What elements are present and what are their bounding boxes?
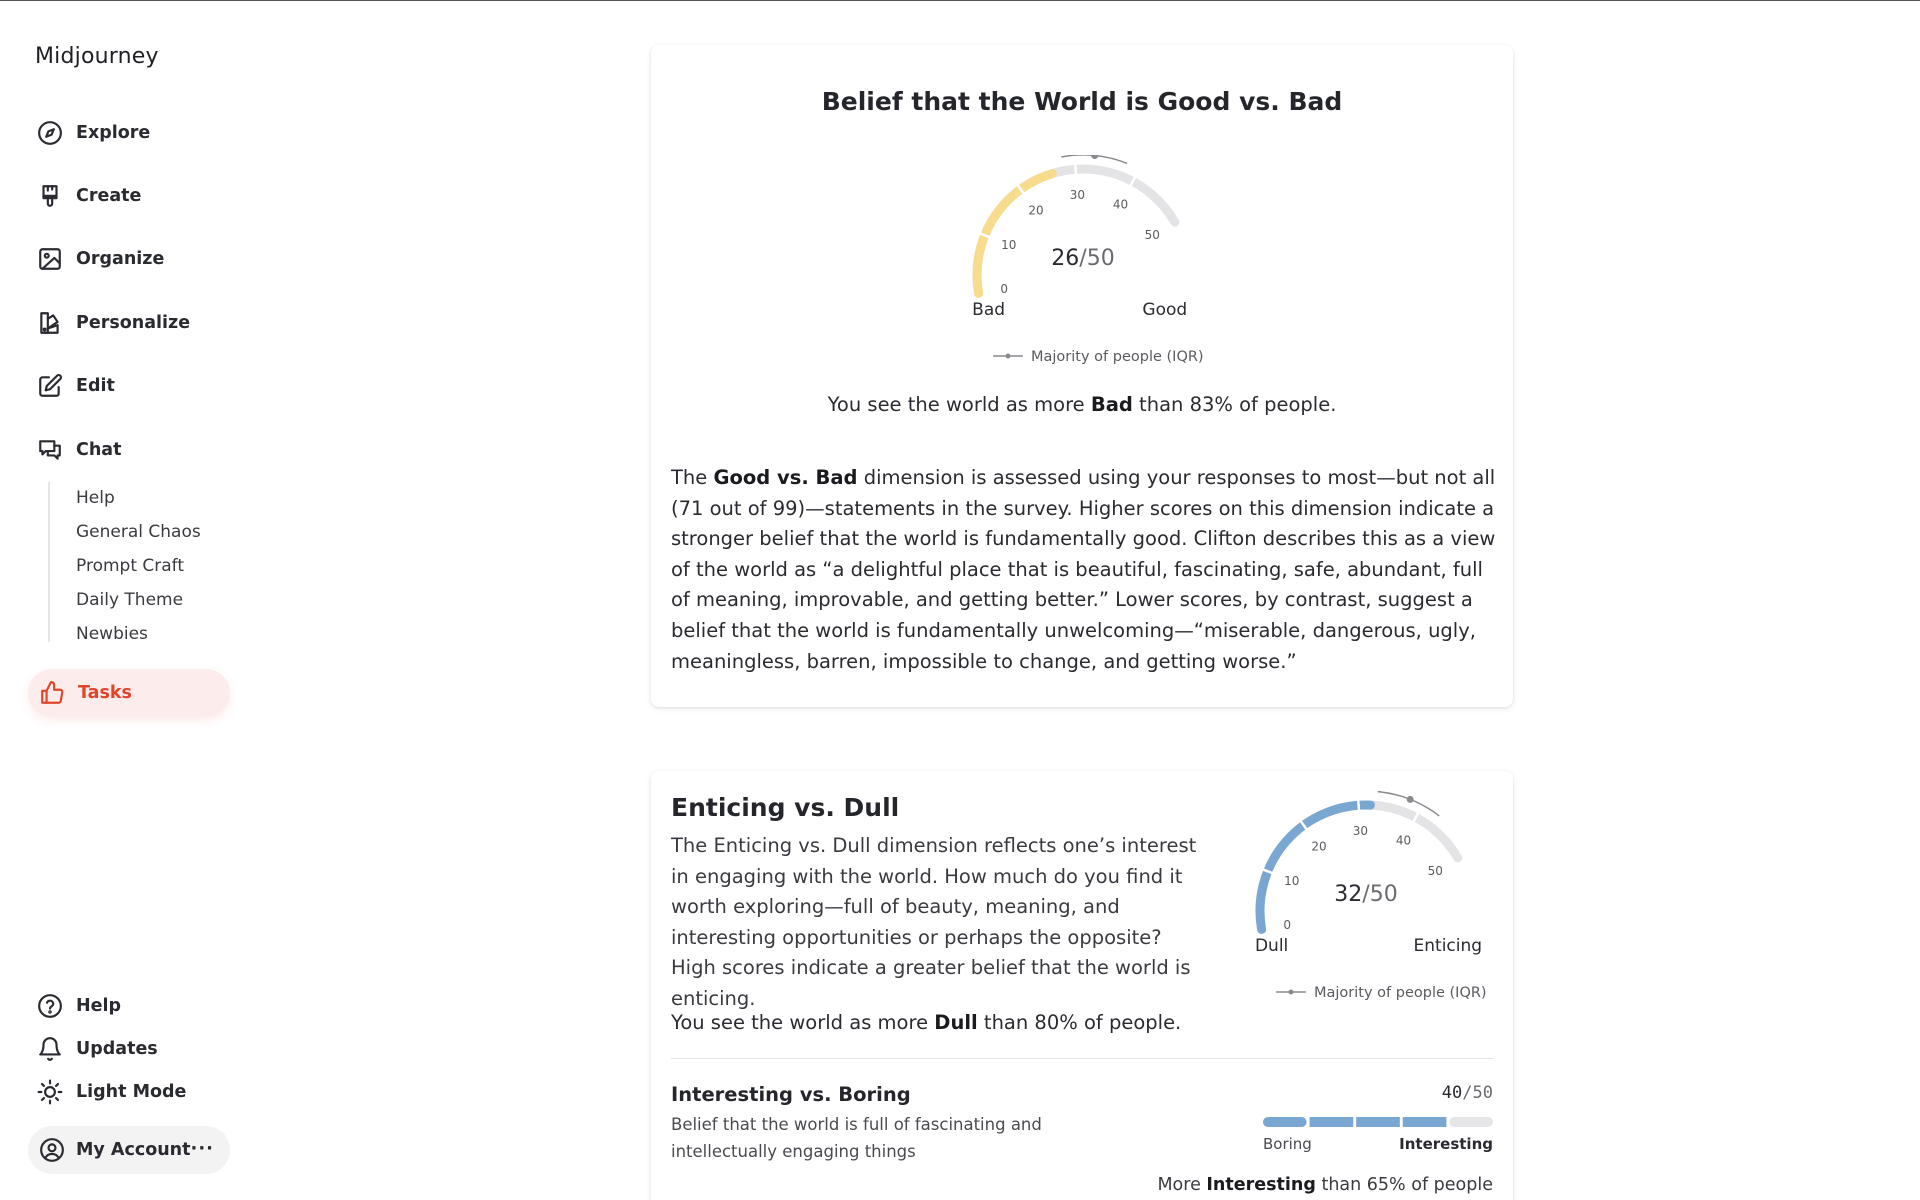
app-logo[interactable]: Midjourney <box>35 44 159 69</box>
my-account-label: My Account <box>76 1140 191 1160</box>
sun-icon <box>36 1078 64 1106</box>
summary-text-end: than 83% of people. <box>1132 393 1337 416</box>
sub-dimension-summary <box>1157 1175 1493 1195</box>
score-value: 40 <box>1441 1083 1463 1103</box>
bar-segment-fill <box>1310 1117 1354 1127</box>
nav-create[interactable] <box>36 176 141 216</box>
brush-icon <box>36 182 64 210</box>
bell-icon <box>36 1035 64 1063</box>
good-vs-bad-summary <box>651 393 1513 416</box>
description-text-end: dimension is assessed using your responses to most—but not all (71 out of 99)—statements in the survey. Higher scores on this dimension indicate a stronger belief that the world is fundamentally good. Clifton describes this as a view of the world as “a delightful place that is beautiful, fascinating, safe, abundant, full of meaning, improvable, and getting better.” Lower scores, by contrast, suggest a belief that the world is fundamentally unwelcoming—“miserable, dangerous, ugly, meaningless, barren, impossible to change, and getting worse.” <box>671 466 1496 673</box>
gauge-score <box>1334 882 1397 907</box>
gauge-tick-label: 10 <box>1001 238 1017 253</box>
sidebar <box>0 0 240 1200</box>
nav-edit[interactable] <box>36 366 115 406</box>
gauge-tick-label: 30 <box>1352 824 1369 839</box>
chat-channel-daily-theme[interactable]: Daily Theme <box>76 590 184 610</box>
gauge-tick-separator <box>1075 163 1076 175</box>
chat-channel-help[interactable]: Help <box>76 488 115 508</box>
enticing-vs-dull-description: The Enticing vs. Dull dimension reflects one’s interest in engaging with the world. How much do you find it worth exploring—full of beauty, meaning, and interesting opportunities or perhaps the opposite? High scores indicate a greater belief that the world is enticing. <box>671 834 1197 1010</box>
gauge-iqr-median <box>1407 796 1414 803</box>
gauge-tick-separator <box>1358 799 1359 811</box>
nav-create-label: Create <box>76 186 142 206</box>
top-border <box>0 0 1920 1</box>
gauge-legend-label: Majority of people (IQR) <box>1031 349 1204 365</box>
bar-segment-fill <box>1263 1117 1307 1127</box>
bar-right-label: Interesting <box>1399 1135 1493 1153</box>
card-title: Belief that the World is Good vs. Bad <box>821 87 1343 116</box>
gauge-fill <box>977 174 1052 294</box>
good-vs-bad-card <box>651 45 1513 707</box>
enticing-vs-dull-card <box>651 771 1513 1200</box>
card-title: Enticing vs. Dull <box>671 793 900 822</box>
image-icon <box>36 245 64 273</box>
good-vs-bad-description <box>671 463 1496 677</box>
gauge-iqr-median <box>1091 155 1098 159</box>
gauge-left-label: Bad <box>972 300 1006 320</box>
gauge-tick-label: 0 <box>1000 281 1009 296</box>
gauge-right-label: Enticing <box>1413 936 1483 956</box>
gauge-tick-label: 30 <box>1069 188 1086 203</box>
nav-explore[interactable] <box>36 113 150 153</box>
compass-icon <box>36 119 64 147</box>
more-options-icon[interactable]: ··· <box>190 1138 214 1159</box>
nav-personalize-label: Personalize <box>76 313 191 333</box>
gauge-score-value: 32 <box>1334 882 1363 907</box>
legend-dot-icon <box>1006 354 1011 359</box>
edit-icon <box>36 372 64 400</box>
footer-light-mode-label: Light Mode <box>76 1082 187 1102</box>
summary-emphasis: Interesting <box>1206 1175 1316 1195</box>
nav-chat[interactable] <box>36 430 121 470</box>
bar-segment-fill <box>1356 1117 1400 1127</box>
my-account[interactable] <box>28 1126 230 1174</box>
bar-svg <box>1263 1117 1493 1127</box>
nav-explore-label: Explore <box>76 123 151 143</box>
bar-left-label: Boring <box>1263 1135 1312 1153</box>
gauge-tick-label: 20 <box>1311 839 1327 854</box>
divider <box>671 1058 1493 1059</box>
summary-emphasis: Dull <box>934 1011 978 1034</box>
chat-channel-rail <box>48 482 50 642</box>
bar-segment-track <box>1449 1117 1493 1127</box>
nav-organize-label: Organize <box>76 249 165 269</box>
gauge-svg <box>953 155 1213 365</box>
gauge-score <box>1051 246 1114 271</box>
help-circle-icon <box>36 992 64 1020</box>
good-vs-bad-gauge <box>953 155 1213 369</box>
gauge-tick-label: 0 <box>1283 917 1292 932</box>
footer-updates[interactable] <box>36 1031 158 1067</box>
description-text: The <box>671 466 714 489</box>
summary-text-end: than 65% of people <box>1315 1175 1493 1195</box>
summary-text: You see the world as more <box>671 1011 935 1034</box>
thumbs-up-icon <box>38 679 66 707</box>
footer-help-label: Help <box>76 996 122 1016</box>
chat-channel-general-chaos[interactable]: General Chaos <box>76 522 201 542</box>
footer-help[interactable] <box>36 988 121 1024</box>
summary-text-end: than 80% of people. <box>977 1011 1182 1034</box>
nav-tasks[interactable] <box>28 669 230 717</box>
gauge-score-max: /50 <box>1079 246 1115 271</box>
gauge-tick-label: 20 <box>1028 203 1044 218</box>
summary-text: You see the world as more <box>827 393 1091 416</box>
gauge-left-label: Dull <box>1254 936 1289 956</box>
sub-dimension-title: Interesting vs. Boring <box>671 1083 911 1106</box>
gauge-tick-label: 40 <box>1395 833 1412 848</box>
gauge-tick-label: 50 <box>1144 228 1160 242</box>
gauge-legend-label: Majority of people (IQR) <box>1314 985 1487 1001</box>
chat-channel-prompt-craft[interactable]: Prompt Craft <box>76 556 185 576</box>
gauge-right-label: Good <box>1142 300 1188 320</box>
palette-icon <box>36 309 64 337</box>
interesting-vs-boring-bar <box>1263 1112 1493 1122</box>
gauge-score-max: /50 <box>1362 882 1398 907</box>
gauge-svg <box>1236 791 1496 1001</box>
sub-dimension-score <box>1442 1083 1493 1103</box>
gauge-tick-label: 40 <box>1112 197 1129 212</box>
gauge-tick-label: 10 <box>1284 874 1300 889</box>
chat-icon <box>36 436 64 464</box>
enticing-vs-dull-summary <box>671 1011 1181 1034</box>
description-emphasis: Good vs. Bad <box>713 466 858 489</box>
nav-chat-label: Chat <box>76 440 122 460</box>
chat-channel-newbies[interactable]: Newbies <box>76 624 148 644</box>
legend-dot-icon <box>1289 990 1294 995</box>
summary-emphasis: Bad <box>1090 393 1133 416</box>
footer-updates-label: Updates <box>76 1039 158 1059</box>
user-circle-icon <box>38 1136 66 1164</box>
nav-personalize[interactable] <box>36 303 190 343</box>
nav-tasks-label: Tasks <box>78 683 132 703</box>
nav-edit-label: Edit <box>76 376 115 396</box>
footer-light-mode[interactable] <box>36 1074 186 1110</box>
enticing-vs-dull-gauge <box>1236 791 1496 1005</box>
score-max: /50 <box>1462 1083 1493 1103</box>
gauge-tick-label: 50 <box>1427 864 1443 878</box>
nav-organize[interactable] <box>36 239 164 279</box>
gauge-score-value: 26 <box>1051 246 1080 271</box>
summary-text: More <box>1157 1175 1207 1195</box>
bar-segment-fill <box>1403 1117 1447 1127</box>
sub-dimension-description: Belief that the world is full of fascinating and intellectually engaging things <box>671 1115 1042 1161</box>
